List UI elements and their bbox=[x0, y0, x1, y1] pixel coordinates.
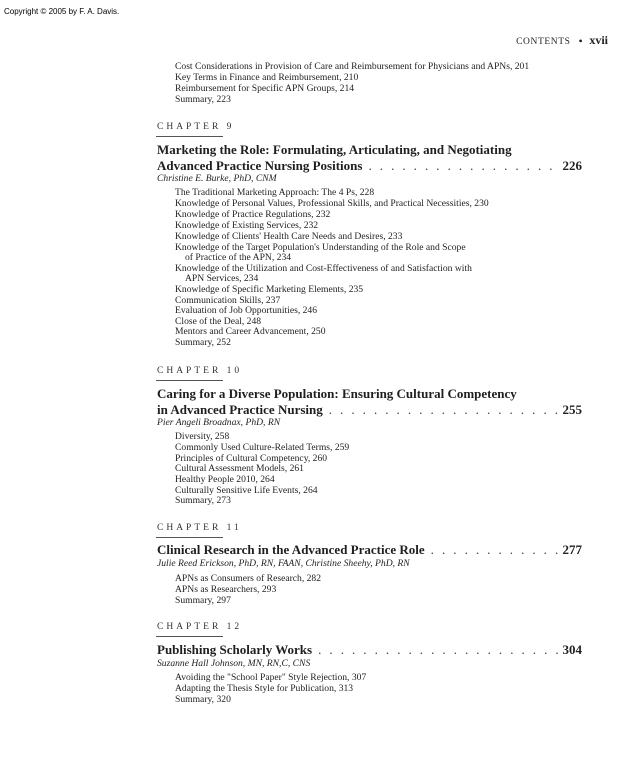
leader-dots bbox=[368, 158, 560, 174]
leader-dots bbox=[329, 402, 561, 418]
toc-entry: Close of the Deal, 248 bbox=[175, 316, 262, 327]
chapter-title-line: Caring for a Diverse Population: Ensuring Cultural Competency bbox=[157, 386, 517, 401]
chapter-title bbox=[157, 386, 582, 418]
chapter-title-line: Advanced Practice Nursing Positions bbox=[157, 158, 363, 173]
toc-entry: Knowledge of the Utilization and Cost-Effectiveness of and Satisfaction with bbox=[175, 263, 472, 274]
toc-entry: Summary, 273 bbox=[175, 495, 231, 506]
toc-entry: Summary, 223 bbox=[175, 94, 231, 105]
toc-entry: Evaluation of Job Opportunities, 246 bbox=[175, 305, 318, 316]
toc-entry: Cost Considerations in Provision of Care and Reimbursement for Physicians and APNs, 201 bbox=[175, 61, 530, 72]
chapter-page: 304 bbox=[562, 642, 582, 657]
page-number: xvii bbox=[589, 33, 608, 47]
toc-entry: Summary, 320 bbox=[175, 694, 231, 705]
toc-entry: Summary, 252 bbox=[175, 337, 231, 348]
chapter-page: 255 bbox=[562, 402, 582, 417]
chapter-title-line: Marketing the Role: Formulating, Articulating, and Negotiating bbox=[157, 142, 512, 157]
toc-entry: Summary, 297 bbox=[175, 595, 231, 606]
chapter-title-line: Clinical Research in the Advanced Practice Role bbox=[157, 542, 425, 557]
chapter-rule bbox=[156, 537, 223, 538]
leader-dots bbox=[431, 542, 561, 558]
toc-entry: Diversity, 258 bbox=[175, 431, 230, 442]
toc-entry: Communication Skills, 237 bbox=[175, 295, 281, 306]
toc-entry: Knowledge of Practice Regulations, 232 bbox=[175, 209, 331, 220]
chapter-title bbox=[157, 142, 582, 174]
chapter-label: CHAPTER 12 bbox=[157, 622, 243, 632]
running-head bbox=[516, 33, 608, 48]
leader-dots bbox=[318, 642, 560, 658]
chapter-label: CHAPTER 11 bbox=[157, 523, 242, 533]
toc-entry: APNs as Researchers, 293 bbox=[175, 584, 277, 595]
toc-entry: Reimbursement for Specific APN Groups, 214 bbox=[175, 83, 355, 94]
chapter-page: 226 bbox=[562, 158, 582, 173]
bullet-icon: • bbox=[578, 34, 584, 48]
toc-entry: Adapting the Thesis Style for Publication, 313 bbox=[175, 683, 354, 694]
toc-entry: Knowledge of Personal Values, Professional Skills, and Practical Necessities, 230 bbox=[175, 198, 489, 209]
toc-entry: Culturally Sensitive Life Events, 264 bbox=[175, 485, 318, 496]
toc-entry: Key Terms in Finance and Reimbursement, 210 bbox=[175, 72, 359, 83]
chapter-title-line: in Advanced Practice Nursing bbox=[157, 402, 323, 417]
chapter-authors: Pier Angeli Broadnax, PhD, RN bbox=[157, 417, 281, 428]
toc-entry: Knowledge of the Target Population's Understanding of the Role and Scope bbox=[175, 242, 466, 253]
chapter-label: CHAPTER 9 bbox=[157, 122, 235, 132]
chapter-label: CHAPTER 10 bbox=[157, 366, 243, 376]
toc-entry-continuation: APN Services, 234 bbox=[185, 273, 259, 284]
chapter-rule bbox=[156, 636, 223, 637]
running-head-section: CONTENTS bbox=[516, 37, 571, 47]
toc-entry: Cultural Assessment Models, 261 bbox=[175, 463, 304, 474]
toc-entry: Knowledge of Existing Services, 232 bbox=[175, 220, 319, 231]
chapter-rule bbox=[156, 380, 223, 381]
toc-entry: Knowledge of Clients' Health Care Needs and Desires, 233 bbox=[175, 231, 403, 242]
chapter-title bbox=[157, 542, 582, 558]
chapter-authors: Christine E. Burke, PhD, CNM bbox=[157, 173, 277, 184]
toc-entry: Mentors and Career Advancement, 250 bbox=[175, 326, 326, 337]
chapter-authors: Suzanne Hall Johnson, MN, RN,C, CNS bbox=[157, 658, 311, 669]
chapter-page: 277 bbox=[562, 542, 582, 557]
chapter-authors: Julie Reed Erickson, PhD, RN, FAAN, Christine Sheehy, PhD, RN bbox=[157, 558, 410, 569]
chapter-title-line: Publishing Scholarly Works bbox=[157, 642, 313, 657]
toc-entry-continuation: of Practice of the APN, 234 bbox=[185, 252, 292, 263]
chapter-title bbox=[157, 642, 582, 658]
chapter-rule bbox=[156, 136, 223, 137]
toc-entry: Commonly Used Culture-Related Terms, 259 bbox=[175, 442, 350, 453]
toc-entry: Knowledge of Specific Marketing Elements, 235 bbox=[175, 284, 364, 295]
copyright-notice: Copyright © 2005 by F. A. Davis. bbox=[4, 7, 120, 16]
toc-entry: Principles of Cultural Competency, 260 bbox=[175, 453, 328, 464]
toc-entry: Healthy People 2010, 264 bbox=[175, 474, 275, 485]
toc-entry: Avoiding the "School Paper" Style Rejection, 307 bbox=[175, 672, 367, 683]
toc-entry: APNs as Consumers of Research, 282 bbox=[175, 573, 322, 584]
toc-entry: The Traditional Marketing Approach: The 4 Ps, 228 bbox=[175, 187, 375, 198]
